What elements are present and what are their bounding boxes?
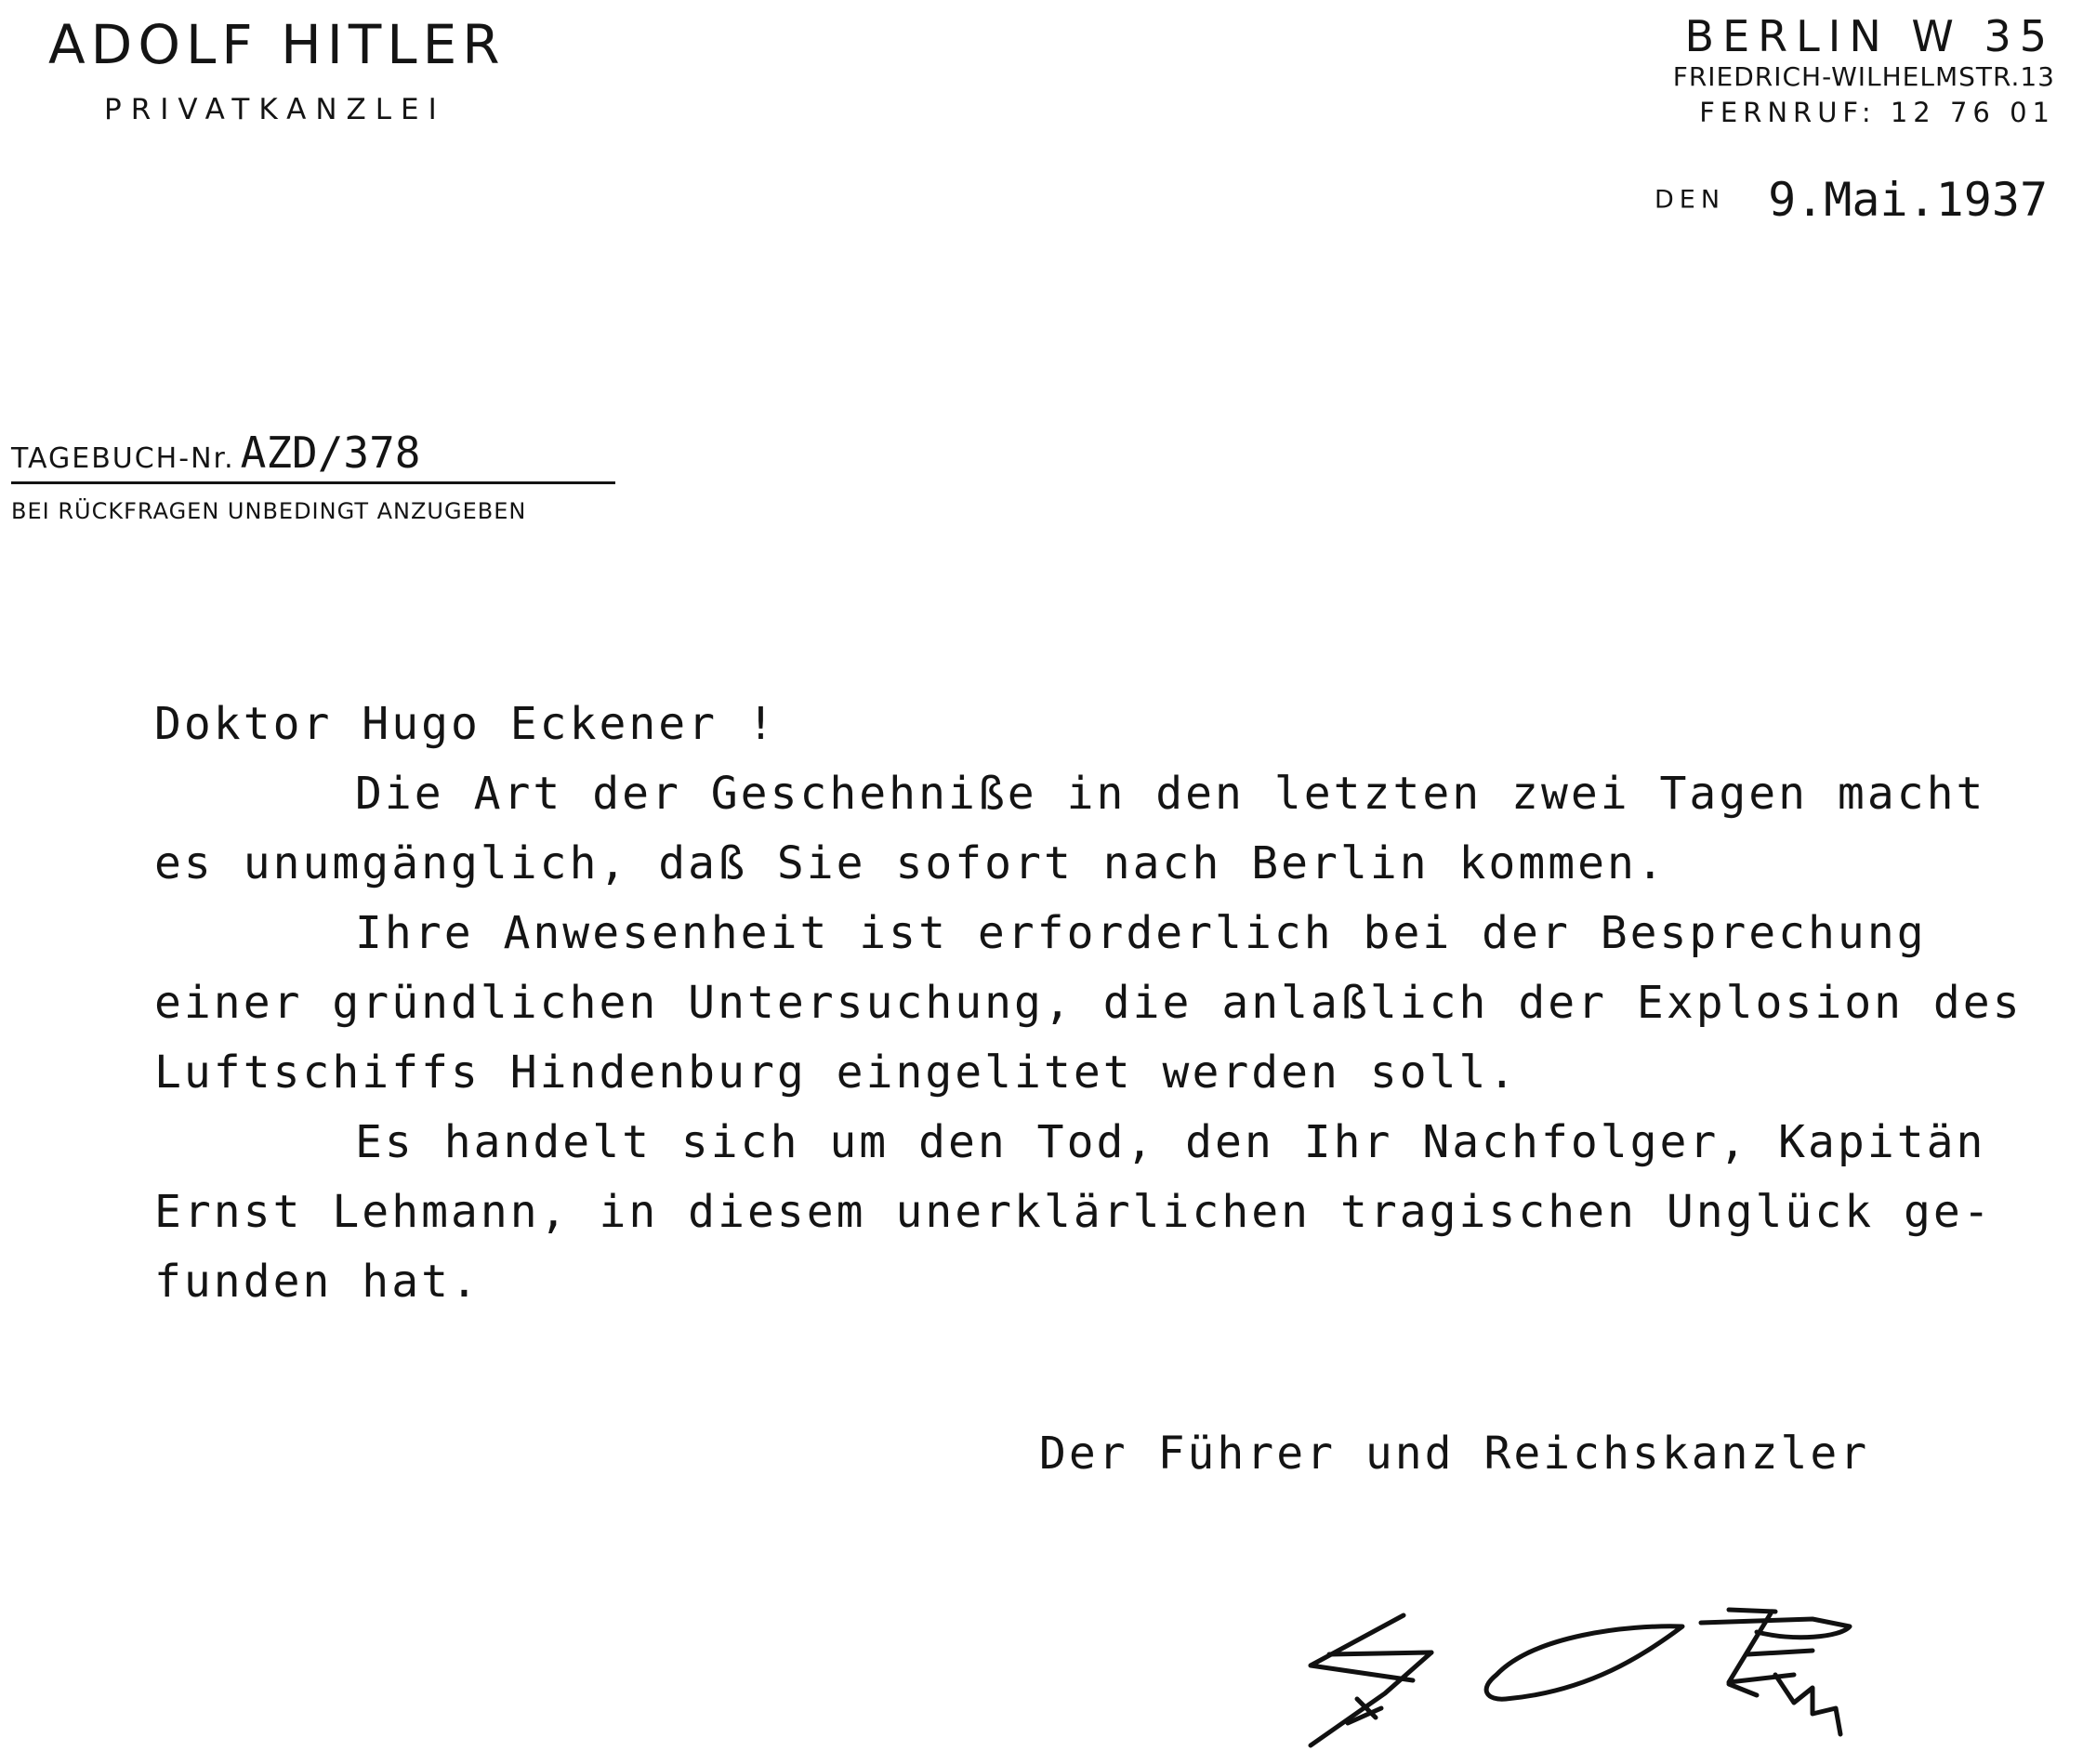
body-line: funden hat. (154, 1256, 481, 1308)
letter-body (154, 690, 2032, 1317)
body-line: Die Art der Geschehniße in den letzten zwei Tagen macht (355, 768, 1986, 820)
body-line: Luftschiffs Hindenburg eingelitet werden soll. (154, 1047, 1519, 1099)
letterhead-name: ADOLF HITLER (48, 13, 506, 76)
date-label: DEN (1655, 185, 1726, 215)
salutation: Doktor Hugo Eckener ! (154, 698, 777, 750)
letterhead-street: FRIEDRICH-WILHELMSTR.13 (1672, 61, 2055, 92)
letterhead-office: PRIVATKANZLEI (104, 93, 446, 126)
body-line: Ernst Lehmann, in diesem unerklärlichen tragischen Unglück ge- (154, 1186, 1993, 1238)
diary-value: AZD/378 (240, 428, 421, 478)
diary-label: TAGEBUCH-Nr. (11, 442, 235, 475)
handwritten-signature (1292, 1599, 1859, 1757)
closing-title: Der Führer und Reichskanzler (1039, 1428, 1870, 1480)
letterhead-phone: FERNRUF: 12 76 01 (1699, 97, 2055, 128)
letterhead-city: BERLIN W 35 (1684, 11, 2055, 61)
body-line: es unumgänglich, daß Sie sofort nach Berlin kommen. (154, 837, 1667, 889)
diary-note: BEI RÜCKFRAGEN UNBEDINGT ANZUGEBEN (11, 498, 527, 524)
diary-number-line (11, 428, 615, 484)
body-line: Ihre Anwesenheit ist erforderlich bei der Besprechung (355, 907, 1927, 959)
date-value: 9.Mai.1937 (1768, 173, 2049, 227)
body-line: einer gründlichen Untersuchung, die anlaßlich der Explosion des (154, 977, 2023, 1029)
date-line (1655, 173, 2048, 227)
body-line: Es handelt sich um den Tod, den Ihr Nachfolger, Kapitän (355, 1116, 1986, 1168)
